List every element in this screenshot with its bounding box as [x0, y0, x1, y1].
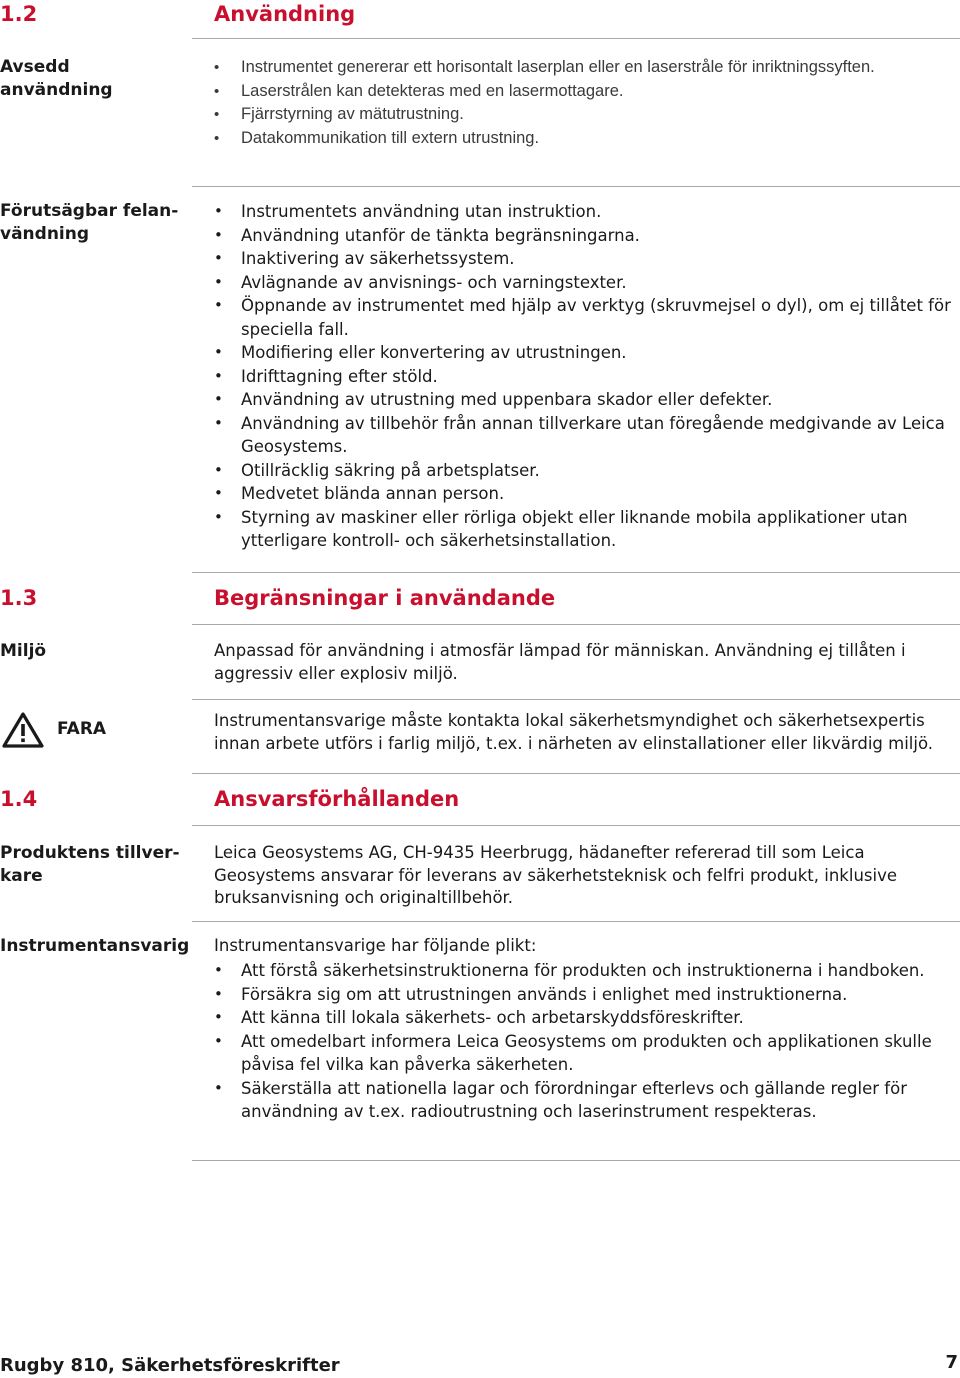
tillverkare-text: Leica Geosystems AG, CH-9435 Heerbrugg, hädanefter refererad till som Leica Geosystems ansvarar för leverans av säkerhetsteknisk och felfri produkt, inklusive bruksanvisning och originaltillbehör.	[214, 843, 898, 907]
list-item: • Inaktivering av säkerhetssystem.	[214, 247, 960, 271]
list-item: • Att omedelbart informera Leica Geosystems om produkten och applikationen skulle påvisa fel vilka kan påverka säkerheten.	[214, 1030, 960, 1077]
section-title: Användning	[214, 2, 356, 26]
section-number: 1.4	[0, 787, 38, 811]
list-item: • Fjärrstyrning av mätutrustning.	[214, 103, 960, 127]
list-item: • Att förstå säkerhetsinstruktionerna för produkten och instruktionerna i handboken.	[214, 959, 960, 983]
list-item: • Modifiering eller konvertering av utrustningen.	[214, 341, 960, 365]
section-title: Begränsningar i användande	[214, 586, 556, 610]
list-item: • Laserstrålen kan detekteras med en lasermottagare.	[214, 80, 960, 104]
divider	[192, 921, 960, 922]
list-item: • Säkerställa att nationella lagar och förordningar efterlevs och gällande regler för användning av t.ex. radioutrustning och laserinstrument respekteras.	[214, 1077, 960, 1124]
page-number: 7	[945, 1352, 958, 1373]
bullet-list-ansvarig	[214, 959, 960, 1124]
divider	[192, 699, 960, 700]
list-item: • Otillräcklig säkring på arbetsplatser.	[214, 459, 960, 483]
divider	[192, 186, 960, 187]
divider	[192, 572, 960, 573]
list-item: • Styrning av maskiner eller rörliga objekt eller liknande mobila applikationer utan ytterligare kontroll- och säkerhetsinstallation.	[214, 506, 960, 553]
list-item: • Avlägnande av anvisnings- och varningstexter.	[214, 271, 960, 295]
list-item: • Idrifttagning efter stöld.	[214, 365, 960, 389]
list-item: • Öppnande av instrumentet med hjälp av verktyg (skruvmejsel o dyl), om ej tillåtet för speciella fall.	[214, 294, 960, 341]
list-item: • Att känna till lokala säkerhets- och arbetarskyddsföreskrifter.	[214, 1006, 960, 1030]
label-avsedd-anvandning: Avsedd användning	[0, 57, 113, 100]
bullet-list-felanvandning	[214, 200, 960, 553]
label-miljo: Miljö	[0, 641, 47, 661]
fara-text: Instrumentansvarige måste kontakta lokal säkerhetsmyndighet och säkerhetsexpertis innan arbete utförs i farlig miljö, t.ex. i närheten av elinstallationer eller likvärdig miljö.	[214, 711, 934, 753]
list-item: • Instrumentet genererar ett horisontalt laserplan eller en laserstråle för inriktningssyften.	[214, 56, 960, 80]
ansvarig-intro: Instrumentansvarige har följande plikt:	[214, 936, 537, 955]
list-item: • Datakommunikation till extern utrustning.	[214, 127, 960, 151]
divider	[192, 1160, 960, 1161]
fara-label: FARA	[57, 719, 107, 739]
divider	[192, 38, 960, 39]
label-instrumentansvarig: Instrumentansvarig	[0, 936, 190, 956]
warning-triangle-icon	[2, 712, 44, 748]
footer-title: Rugby 810, Säkerhetsföreskrifter	[0, 1355, 340, 1376]
list-item: • Användning av utrustning med uppenbara skador eller defekter.	[214, 388, 960, 412]
list-item: • Försäkra sig om att utrustningen används i enlighet med instruktionerna.	[214, 983, 960, 1007]
divider	[192, 624, 960, 625]
miljo-text: Anpassad för användning i atmosfär lämpad för människan. Användning ej tillåten i aggressiv eller explosiv miljö.	[214, 641, 906, 683]
divider	[192, 773, 960, 774]
label-produktens-tillverkare: Produktens tillver- kare	[0, 843, 180, 886]
bullet-list-avsedd	[214, 56, 960, 150]
list-item: • Användning utanför de tänkta begränsningarna.	[214, 224, 960, 248]
section-title: Ansvarsförhållanden	[214, 787, 460, 811]
section-number: 1.3	[0, 586, 38, 610]
list-item: • Användning av tillbehör från annan tillverkare utan föregående medgivande av Leica Geosystems.	[214, 412, 960, 459]
section-number: 1.2	[0, 2, 38, 26]
list-item: • Instrumentets användning utan instruktion.	[214, 200, 960, 224]
list-item: • Medvetet blända annan person.	[214, 482, 960, 506]
divider	[192, 825, 960, 826]
label-felanvandning: Förutsägbar felan- vändning	[0, 201, 179, 244]
